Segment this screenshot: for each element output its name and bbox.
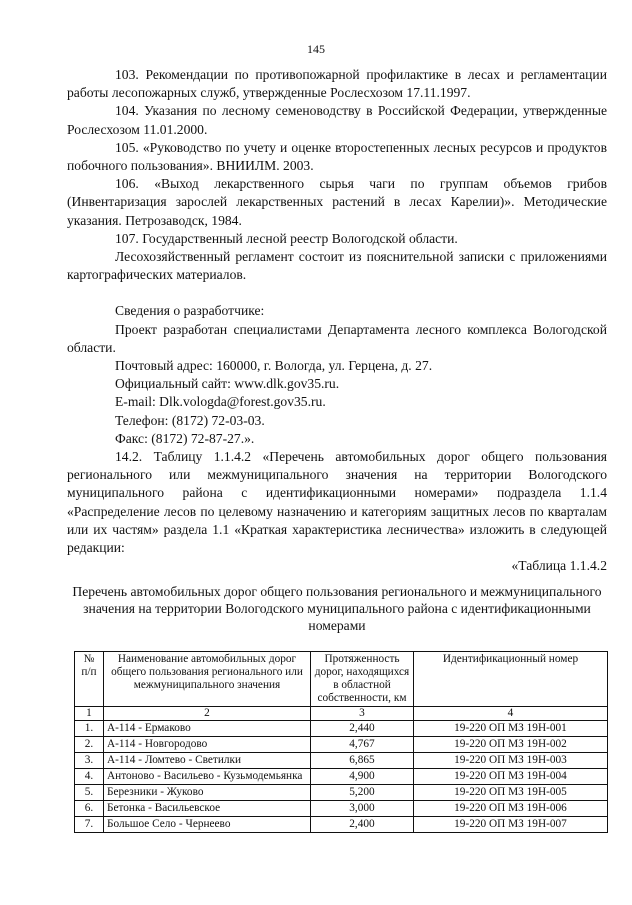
table-row	[75, 769, 608, 785]
road-length: 5,200	[311, 785, 414, 801]
road-length: 3,000	[311, 801, 414, 817]
reference-106: 106. «Выход лекарственного сырья чаги по группам объемов грибов (Инвентаризация зарослей лекарственных растений в лесах Карелии)». Методические указания. Петрозаводск, 1984.	[67, 176, 607, 228]
header-id-number: Идентификационный номер	[414, 652, 608, 707]
road-length: 2,400	[311, 817, 414, 833]
developer-address: Почтовый адрес: 160000, г. Вологда, ул. Герцена, д. 27.	[115, 358, 433, 374]
road-name: Бетонка - Васильевское	[104, 801, 311, 817]
table-row	[75, 817, 608, 833]
reference-104: 104. Указания по лесному семеноводству в Российской Федерации, утвержденные Рослесхозом 11.01.2000.	[67, 103, 607, 137]
row-number: 7.	[75, 817, 104, 833]
road-id-number: 19-220 ОП МЗ 19Н-006	[414, 801, 608, 817]
table-row	[75, 753, 608, 769]
road-name: А-114 - Новгородово	[104, 737, 311, 753]
header-road-name: Наименование автомобильных дорог общего пользования регионального или межмуниципального значения	[104, 652, 311, 707]
road-id-number: 19-220 ОП МЗ 19Н-001	[414, 721, 608, 737]
developer-site: Официальный сайт: www.dlk.gov35.ru.	[115, 376, 340, 392]
index-cell: 1	[75, 707, 104, 721]
road-name: А-114 - Ломтево - Светилки	[104, 753, 311, 769]
road-id-number: 19-220 ОП МЗ 19Н-007	[414, 817, 608, 833]
road-id-number: 19-220 ОП МЗ 19Н-004	[414, 769, 608, 785]
road-id-number: 19-220 ОП МЗ 19Н-005	[414, 785, 608, 801]
regulation-note: Лесохозяйственный регламент состоит из пояснительной записки с приложениями картографических материалов.	[67, 249, 607, 283]
road-length: 4,767	[311, 737, 414, 753]
developer-project: Проект разработан специалистами Департамента лесного комплекса Вологодской области.	[67, 321, 607, 355]
table-row	[75, 785, 608, 801]
index-cell: 4	[414, 707, 608, 721]
road-id-number: 19-220 ОП МЗ 19Н-002	[414, 737, 608, 753]
index-cell: 2	[104, 707, 311, 721]
road-length: 2,440	[311, 721, 414, 737]
table-row	[75, 721, 608, 737]
table-reference: «Таблица 1.1.4.2	[511, 558, 607, 574]
developer-heading: Сведения о разработчике:	[115, 303, 265, 319]
road-name: Большое Село - Чернеево	[104, 817, 311, 833]
table-row	[75, 737, 608, 753]
row-number: 4.	[75, 769, 104, 785]
header-number: № п/п	[75, 652, 104, 707]
amendment-paragraph: 14.2. Таблицу 1.1.4.2 «Перечень автомобильных дорог общего пользования регионального или межмуниципального значения на территории Вологодского муниципального района с идентификационными номерами» подраздела 1.1.4 «Распределение лесов по целевому назначению и категориям защитных лесов по кварталам или их частям» раздела 1.1 «Краткая характеристика лесничества» изложить в следующей редакции:	[67, 449, 607, 556]
index-cell: 3	[311, 707, 414, 721]
header-length: Протяженность дорог, находящихся в областной собственности, км	[311, 652, 414, 707]
road-length: 6,865	[311, 753, 414, 769]
developer-phone: Телефон: (8172) 72-03-03.	[115, 412, 265, 428]
row-number: 6.	[75, 801, 104, 817]
document-body	[67, 66, 607, 575]
table-index-row	[75, 707, 608, 721]
roads-table	[74, 651, 608, 833]
row-number: 5.	[75, 785, 104, 801]
road-id-number: 19-220 ОП МЗ 19Н-003	[414, 753, 608, 769]
table-row	[75, 801, 608, 817]
table-header-row	[75, 652, 608, 707]
reference-107: 107. Государственный лесной реестр Вологодской области.	[115, 230, 458, 246]
row-number: 3.	[75, 753, 104, 769]
road-name: А-114 - Ермаково	[104, 721, 311, 737]
road-length: 4,900	[311, 769, 414, 785]
developer-email: E-mail: Dlk.vologda@forest.gov35.ru.	[115, 394, 326, 410]
page-number: 145	[307, 42, 325, 56]
row-number: 2.	[75, 737, 104, 753]
table-title: Перечень автомобильных дорог общего пользования регионального и межмуниципального значения на территории Вологодского муниципального района с идентификационными номерами	[72, 584, 602, 633]
row-number: 1.	[75, 721, 104, 737]
reference-103: 103. Рекомендации по противопожарной профилактике в лесах и регламентации работы лесопожарных служб, утвержденные Рослесхозом 17.11.1997.	[67, 67, 607, 101]
road-name: Березники - Жуково	[104, 785, 311, 801]
developer-fax: Факс: (8172) 72-87-27.».	[115, 430, 255, 446]
reference-105: 105. «Руководство по учету и оценке второстепенных лесных ресурсов и продуктов побочного пользования». ВНИИЛМ. 2003.	[67, 139, 607, 174]
road-name: Антоново - Васильево - Кузьмодемьянка	[104, 769, 311, 785]
